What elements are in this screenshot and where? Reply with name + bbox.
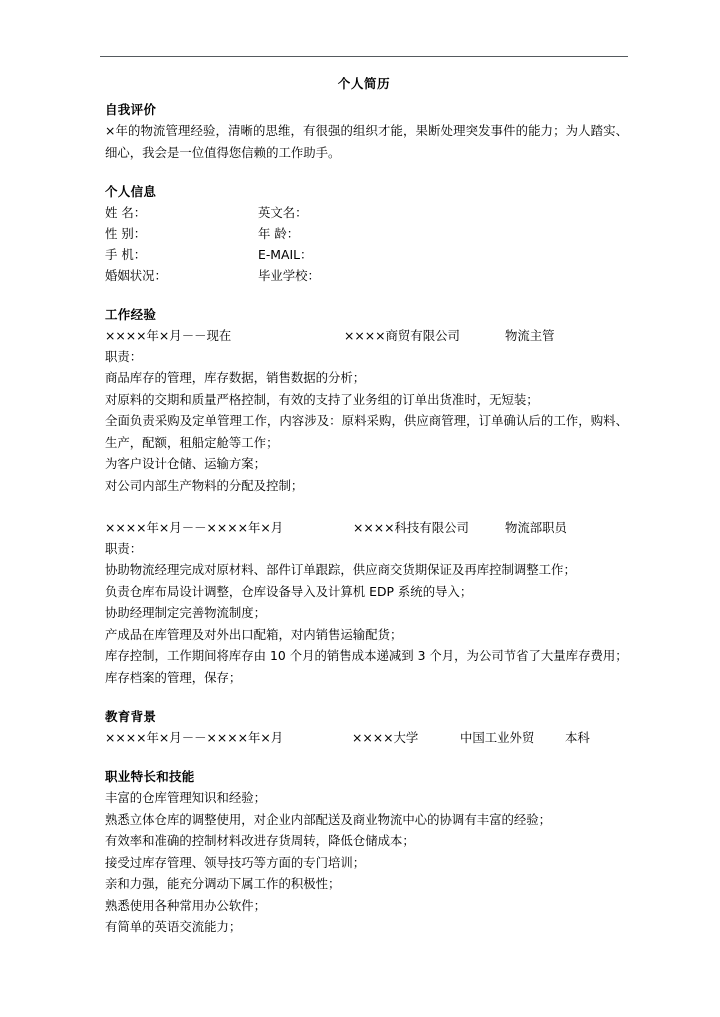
- section-education: [100, 706, 628, 748]
- section-self-evaluation: [100, 99, 628, 163]
- header-divider: [100, 56, 628, 57]
- info-row: [100, 202, 628, 223]
- spacer: [100, 688, 628, 706]
- info-label-name: 姓 名：: [105, 205, 147, 220]
- work-entry-duty: 协助物流经理完成对原材料、部件订单跟踪，供应商交货期保证及再库控制调整工作；: [105, 562, 576, 577]
- work-entry-header: [100, 517, 628, 538]
- info-label-english-name: 英文名：: [258, 205, 308, 220]
- work-entry-company: ××××科技有限公司: [353, 520, 469, 535]
- info-label-graduate-school: 毕业学校：: [258, 268, 320, 283]
- work-entry-role: 物流部职员: [505, 520, 567, 535]
- education-entry: [100, 727, 628, 748]
- spacer: [100, 163, 628, 181]
- section-heading-self-evaluation: 自我评价: [105, 102, 157, 117]
- info-row: [100, 223, 628, 244]
- work-entry-duty: 协助经理制定完善物流制度；: [105, 605, 267, 620]
- info-label-email: E-MAIL：: [258, 247, 313, 262]
- skill-item: 有简单的英语交流能力；: [105, 919, 242, 934]
- work-entry-duties-label: 职责：: [105, 541, 143, 556]
- section-heading-skills: 职业特长和技能: [105, 769, 195, 784]
- info-label-gender: 性 别：: [105, 226, 147, 241]
- info-label-mobile: 手 机：: [105, 247, 147, 262]
- work-entry-duty: 库存档案的管理，保存；: [105, 669, 242, 685]
- education-entry-degree: 本科: [565, 730, 590, 745]
- section-heading-work-experience: 工作经验: [105, 307, 157, 322]
- work-entry-duties-label: 职责：: [105, 349, 143, 364]
- spacer: [100, 748, 628, 766]
- work-entry-date: ××××年×月－－××××年×月: [105, 520, 284, 535]
- resume-content: [100, 56, 628, 938]
- skill-item: 有效率和准确的控制材料改进存货周转，降低仓储成本；: [105, 833, 415, 848]
- section-personal-info: [100, 181, 628, 286]
- work-entry-date: ××××年×月－－现在: [105, 328, 232, 343]
- work-entry: [100, 517, 628, 688]
- skill-item: 亲和力强，能充分调动下属工作的积极性；: [105, 876, 341, 891]
- work-entry-duty: 为客户设计仓储、运输方案；: [105, 456, 267, 471]
- work-entry-duty: 负责仓库布局设计调整，仓库设备导入及计算机 EDP 系统的导入；: [105, 583, 473, 599]
- info-row: [100, 244, 628, 265]
- work-entry-duty: 对公司内部生产物料的分配及控制；: [105, 477, 304, 493]
- work-entry-duty: 对原料的交期和质量严格控制，有效的支持了业务组的订单出货准时，无短装；: [105, 391, 539, 407]
- work-entry-duty: 商品库存的管理，库存数据，销售数据的分析；: [105, 370, 366, 385]
- education-entry-school: ××××大学: [352, 730, 419, 745]
- section-heading-education: 教育背景: [105, 709, 157, 724]
- skill-item: 接受过库存管理、领导技巧等方面的专门培训；: [105, 854, 366, 870]
- education-entry-major: 中国工业外贸: [460, 730, 535, 745]
- section-skills: [100, 766, 628, 938]
- self-evaluation-text: ×年的物流管理经验，清晰的思维，有很强的组织才能，果断处理突发事件的能力；为人踏实、细心，我会是一位值得您信赖的工作助手。: [105, 123, 628, 160]
- work-entry-company: ××××商贸有限公司: [344, 328, 460, 343]
- work-entry-header: [100, 325, 628, 346]
- info-label-marital-status: 婚姻状况：: [105, 268, 167, 283]
- work-entry-duty: 全面负责采购及定单管理工作，内容涉及：原料采购，供应商管理，订单确认后的工作，购料、生产，配额，租船定舱等工作；: [105, 413, 628, 450]
- work-entry: [100, 325, 628, 496]
- skill-item: 熟悉立体仓库的调整使用，对企业内部配送及商业物流中心的协调有丰富的经验；: [105, 811, 552, 827]
- spacer: [100, 496, 628, 517]
- info-row: [100, 265, 628, 286]
- work-entry-duty: 库存控制，工作期间将库存由 10 个月的销售成本递减到 3 个月，为公司节省了大量库存费用；: [105, 648, 628, 663]
- spacer: [100, 286, 628, 304]
- section-heading-personal-info: 个人信息: [105, 184, 157, 199]
- work-entry-role: 物流主管: [505, 328, 555, 343]
- work-entry-duty: 产成品在库管理及对外出口配箱，对内销售运输配货；: [105, 626, 403, 642]
- page-title: 个人简历: [337, 76, 391, 91]
- skill-item: 熟悉使用各种常用办公软件；: [105, 897, 267, 913]
- education-entry-date: ××××年×月－－××××年×月: [105, 730, 284, 745]
- info-label-age: 年 龄：: [258, 226, 300, 241]
- skill-item: 丰富的仓库管理知识和经验；: [105, 790, 267, 805]
- section-work-experience: [100, 304, 628, 688]
